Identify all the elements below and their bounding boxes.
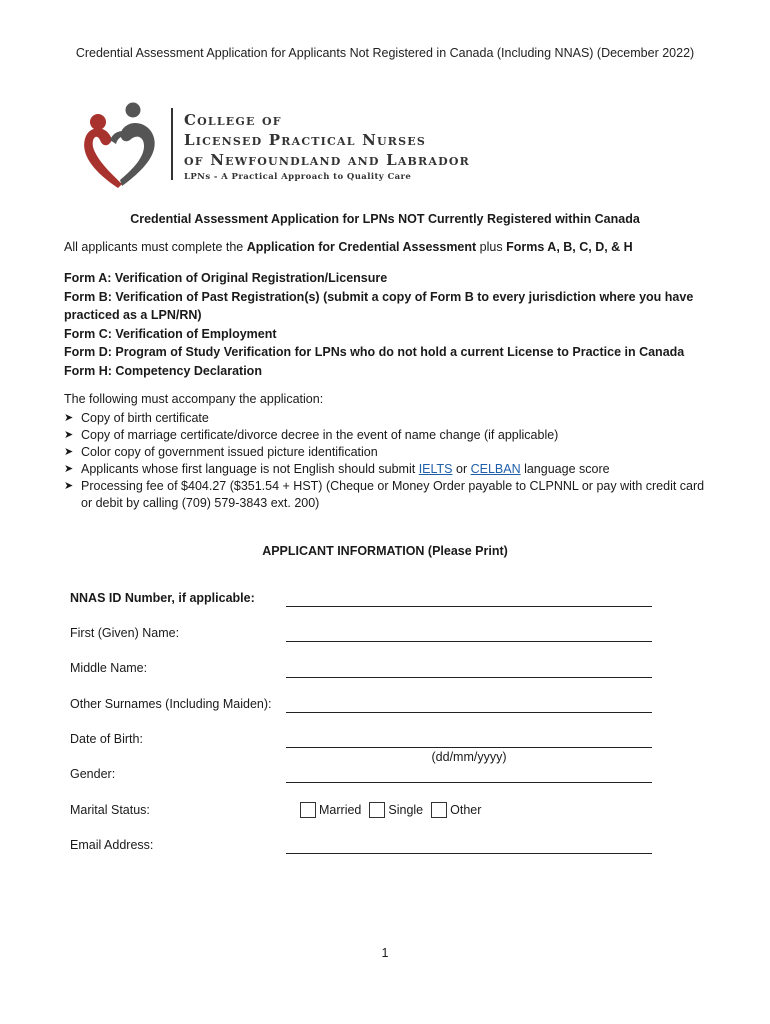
intro-mid: plus	[476, 240, 507, 254]
logo-line-3: of Newfoundland and Labrador	[184, 151, 470, 169]
date-of-birth-label: Date of Birth:	[70, 732, 143, 746]
accompany-list	[64, 410, 714, 512]
logo-emblem-icon	[78, 100, 168, 192]
list-item	[64, 410, 714, 427]
email-field[interactable]	[286, 853, 652, 854]
intro-application-name: Application for Credential Assessment	[246, 240, 477, 254]
list-item	[64, 461, 714, 478]
marital-status-label: Marital Status:	[70, 803, 150, 817]
marital-status-options	[300, 802, 489, 818]
form-title: Credential Assessment Application for LPNs NOT Currently Registered within Canada	[130, 212, 640, 226]
required-forms-list	[64, 269, 714, 380]
form-h-item: Form H: Competency Declaration	[64, 363, 262, 378]
married-checkbox[interactable]	[300, 802, 316, 818]
ielts-link[interactable]: IELTS	[418, 462, 453, 476]
list-item-text: Copy of marriage certificate/divorce decree in the event of name change (if applicable)	[81, 428, 559, 442]
arrow-bullet-icon: ➤	[64, 412, 74, 424]
other-checkbox[interactable]	[431, 802, 447, 818]
list-item-text: Copy of birth certificate	[81, 411, 209, 425]
logo-divider	[171, 108, 173, 180]
document-header: Credential Assessment Application for Applicants Not Registered in Canada (Including NNAS) (December 2022)	[75, 46, 695, 60]
arrow-bullet-icon: ➤	[64, 446, 74, 458]
first-name-field[interactable]	[286, 641, 652, 642]
celban-link[interactable]: CELBAN	[470, 462, 521, 476]
logo-line-1: College of	[184, 111, 282, 129]
single-label: Single	[388, 803, 424, 817]
applicant-section-title: APPLICANT INFORMATION (Please Print)	[262, 544, 508, 558]
married-label: Married	[319, 803, 362, 817]
intro-forms-list: Forms A, B, C, D, & H	[506, 240, 633, 254]
arrow-bullet-icon: ➤	[64, 463, 74, 475]
other-surnames-field[interactable]	[286, 712, 652, 713]
list-item-text: or	[452, 462, 471, 476]
arrow-bullet-icon: ➤	[64, 429, 74, 441]
form-b-item: Form B: Verification of Past Registration(s) (submit a copy of Form B to every jurisdiction where you have practiced as a LPN/RN)	[64, 289, 694, 322]
logo-wordmark	[184, 110, 470, 182]
college-logo	[78, 100, 538, 192]
form-c-item: Form C: Verification of Employment	[64, 326, 277, 341]
middle-name-label: Middle Name:	[70, 661, 148, 675]
list-item	[64, 427, 714, 444]
logo-line-2: Licensed Practical Nurses	[184, 131, 426, 149]
nnas-id-label: NNAS ID Number, if applicable:	[70, 591, 255, 605]
gender-field[interactable]	[286, 782, 652, 783]
list-item	[64, 478, 714, 512]
list-item	[64, 444, 714, 461]
intro-paragraph	[64, 240, 633, 254]
logo-tagline: LPNs - A Practical Approach to Quality Care	[184, 172, 412, 182]
other-option[interactable]	[431, 802, 481, 818]
list-item-text: Color copy of government issued picture identification	[81, 445, 378, 459]
other-label: Other	[450, 803, 482, 817]
single-option[interactable]	[369, 802, 423, 818]
list-item-text: language score	[520, 462, 610, 476]
form-d-item: Form D: Program of Study Verification for LPNs who do not hold a current License to Practice in Canada	[64, 345, 685, 359]
list-item-text: Processing fee of $404.27 ($351.54 + HST) (Cheque or Money Order payable to CLPNNL or pay with credit card or debit by calling (709) 579-3843 ext. 200)	[81, 479, 705, 510]
other-surnames-label: Other Surnames (Including Maiden):	[70, 697, 272, 711]
arrow-bullet-icon: ➤	[64, 480, 74, 492]
form-a-item: Form A: Verification of Original Registration/Licensure	[64, 271, 388, 285]
single-checkbox[interactable]	[369, 802, 385, 818]
middle-name-field[interactable]	[286, 677, 652, 678]
nnas-id-field[interactable]	[286, 606, 652, 607]
accompany-intro: The following must accompany the application:	[64, 392, 324, 406]
list-item-text: Applicants whose first language is not English should submit	[81, 462, 419, 476]
intro-prefix: All applicants must complete the	[64, 240, 247, 254]
married-option[interactable]	[300, 802, 361, 818]
date-of-birth-field[interactable]	[286, 747, 652, 748]
page-number: 1	[381, 946, 389, 960]
gender-label: Gender:	[70, 767, 116, 781]
first-name-label: First (Given) Name:	[70, 626, 180, 640]
email-label: Email Address:	[70, 838, 154, 852]
date-format-hint: (dd/mm/yyyy)	[431, 750, 507, 764]
